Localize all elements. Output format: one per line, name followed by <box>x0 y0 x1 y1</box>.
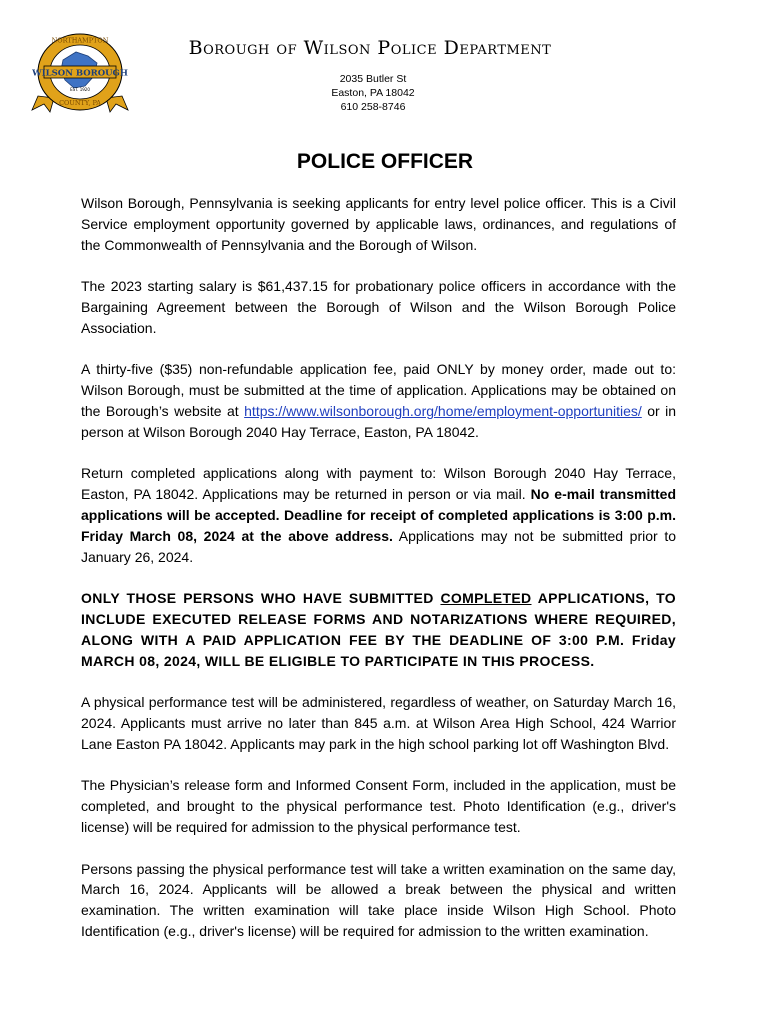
paragraph-application-fee <box>81 359 676 442</box>
document-title: POLICE OFFICER <box>296 150 474 173</box>
warning-text-rest: APPLICATIONS, TO INCLUDE EXECUTED RELEASE FORMS AND NOTARIZATIONS WHERE REQUIRED, ALONG WITH A PAID APPLICATION FEE BY THE DEADLINE OF 3:00 P.M. Friday MARCH 08, 2024, WILL BE ELIGIBLE TO PARTICIPATE IN THIS PROCESS. <box>81 590 676 669</box>
return-text: Return completed applications along with payment to: Wilson Borough 2040 Hay Terrace, Easton, PA 18042. Applications may be returned in person or via mail. <box>81 465 676 503</box>
svg-text:EST. 1920: EST. 1920 <box>70 87 90 92</box>
fee-text-after-link: or in person at Wilson Borough 2040 Hay Terrace, Easton, PA 18042. <box>81 402 677 440</box>
paragraph-physical-test: A physical performance test will be administered, regardless of weather, on Saturday March 16, 2024. Applicants must arrive no later than 845 a.m. at Wilson Area High School, 424 Warrior Lane Easton PA 18042. Applicants may park in the high school parking lot off Washington Blvd. <box>81 694 676 752</box>
address-street: 2035 Butler St <box>339 73 407 85</box>
paragraph-release-forms: The Physician’s release form and Informed Consent Form, included in the application, must be completed, and brought to the physical performance test. Photo Identification (e.g., driver's license) will be required for admission to the physical performance test. <box>81 777 676 835</box>
department-address <box>278 72 468 114</box>
completed-emphasis: COMPLETED <box>440 590 532 607</box>
fee-text: A thirty-five ($35) non-refundable application fee, paid ONLY by money order, made out to: Wilson Borough, must be submitted at the time of application. Applications may be obtained on the Borough’s website at <box>81 361 676 419</box>
document-body <box>81 193 676 962</box>
employment-opportunities-link[interactable]: https://www.wilsonborough.org/home/employment-opportunities/ <box>244 402 642 419</box>
borough-seal-logo <box>30 30 130 116</box>
svg-text:NORTHAMPTON: NORTHAMPTON <box>51 36 109 45</box>
paragraph-eligibility-warning <box>81 588 676 671</box>
paragraph-written-exam: Persons passing the physical performance test will take a written examination on the same day, March 16, 2024. Applicants will be allowed a break between the physical and written examination. The written examination will take place inside Wilson High School. Photo Identification (e.g., driver's license) will be required for admission to the written examination. <box>81 860 676 939</box>
warning-text: ONLY THOSE PERSONS WHO HAVE SUBMITTED <box>81 590 441 607</box>
svg-text:WILSON BOROUGH: WILSON BOROUGH <box>32 68 128 79</box>
earliest-submission-text: Applications may not be submitted prior to January 26, 2024. <box>81 527 677 565</box>
deadline-notice: No e-mail transmitted applications will be accepted. Deadline for receipt of completed applications is 3:00 p.m. Friday March 08, 2024 at the above address. <box>81 486 676 544</box>
department-name: Borough of Wilson Police Department <box>188 37 552 59</box>
paragraph-intro: Wilson Borough, Pennsylvania is seeking applicants for entry level police officer. This is a Civil Service employment opportunity governed by applicable laws, ordinances, and regulations of the Commonwealth of Pennsylvania and the Borough of Wilson. <box>81 195 676 253</box>
address-city: Easton, PA 18042 <box>331 87 415 99</box>
paragraph-return-applications <box>81 463 676 567</box>
paragraph-salary: The 2023 starting salary is $61,437.15 for probationary police officers in accordance with the Bargaining Agreement between the Borough of Wilson and the Wilson Borough Police Association. <box>81 278 676 336</box>
svg-text:COUNTY, PA: COUNTY, PA <box>59 99 101 107</box>
address-phone: 610 258-8746 <box>340 101 406 113</box>
